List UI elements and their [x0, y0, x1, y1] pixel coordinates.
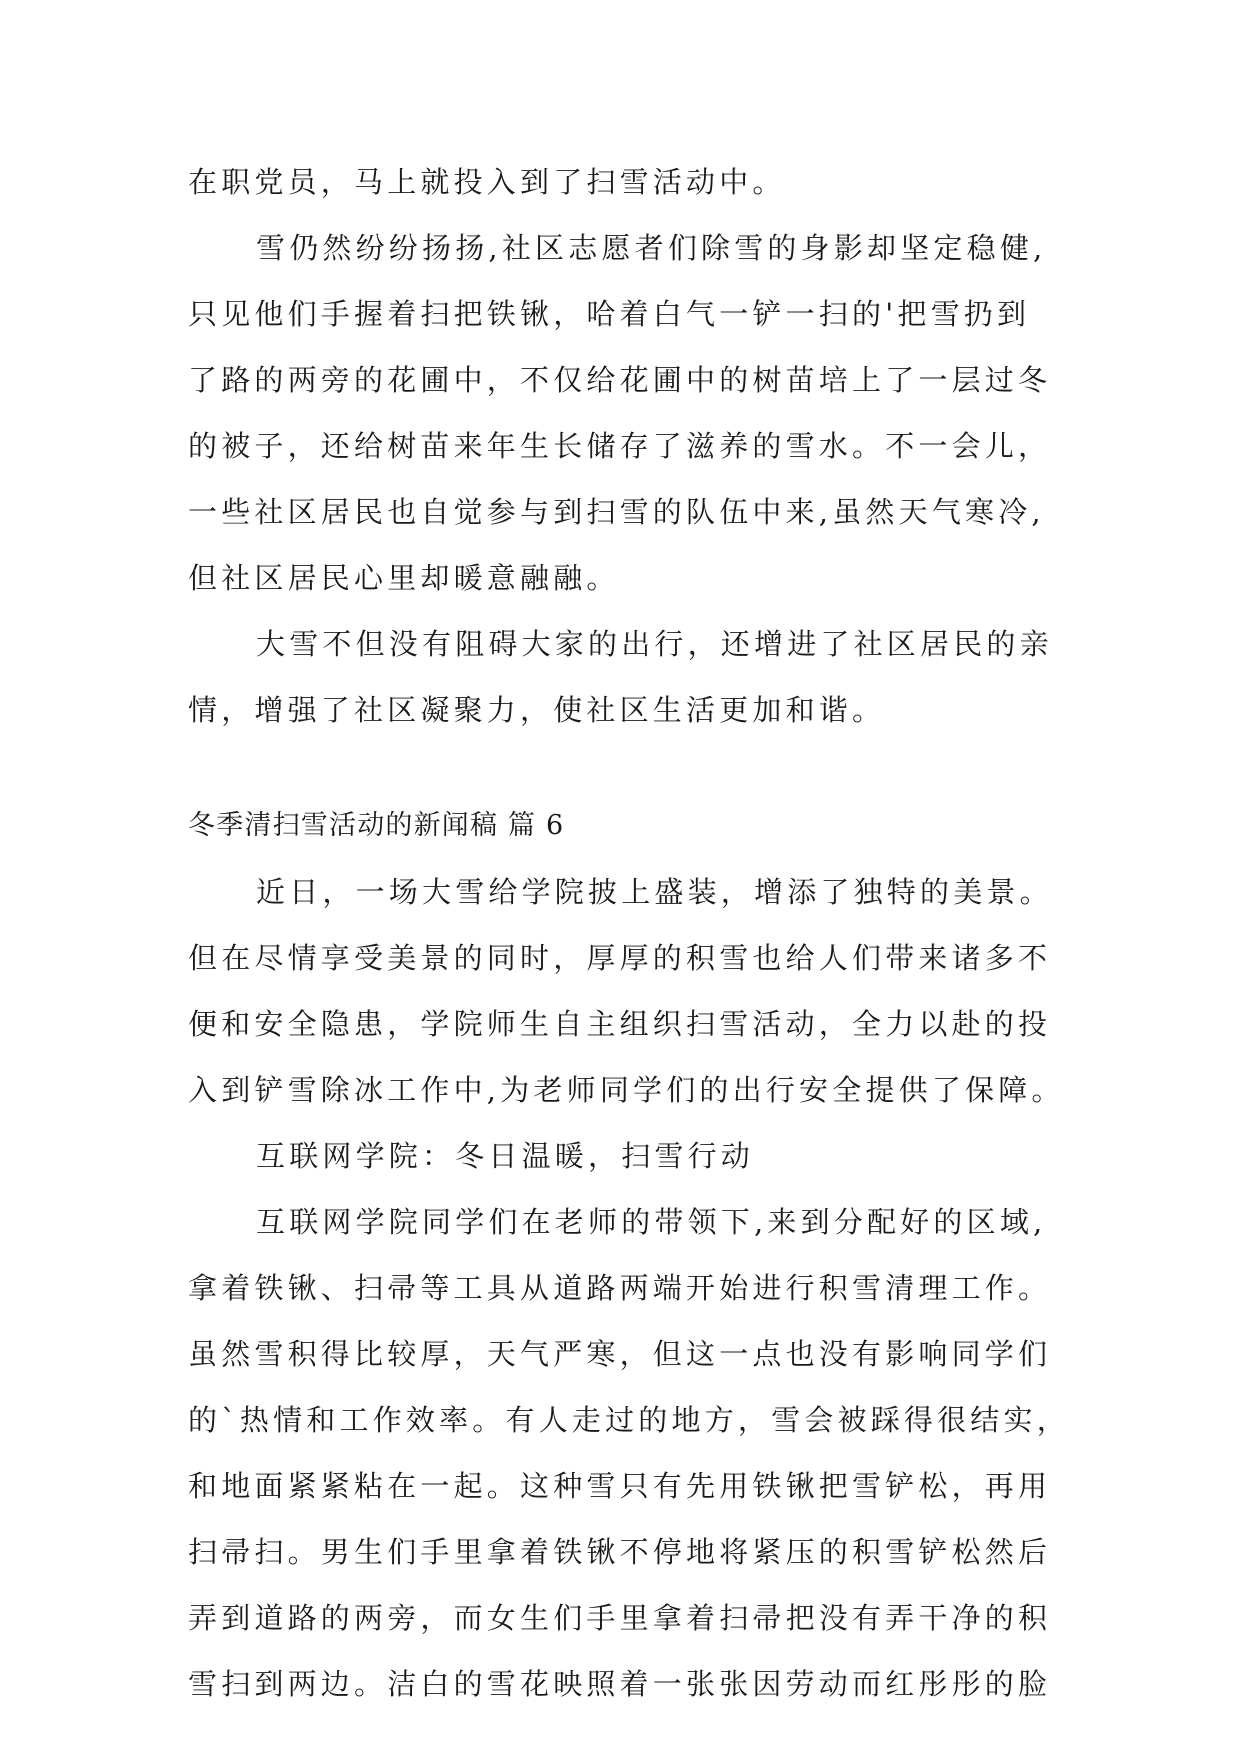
paragraph-line: 弄到道路的两旁，而女生们手里拿着扫帚把没有弄干净的积: [188, 1601, 1052, 1635]
paragraph-line: 了路的两旁的花圃中，不仅给花圃中的树苗培上了一层过冬: [188, 363, 1052, 397]
paragraph-line: 入到铲雪除冰工作中,为老师同学们的出行安全提供了保障。: [188, 1073, 1065, 1107]
paragraph-line: 在职党员，马上就投入到了扫雪活动中。: [188, 165, 786, 199]
subheading-line: 互联网学院：冬日温暖，扫雪行动: [256, 1139, 755, 1173]
paragraph-line: 互联网学院同学们在老师的带领下,来到分配好的区域,: [256, 1205, 1047, 1239]
paragraph-line: 雪仍然纷纷扬扬,社区志愿者们除雪的身影却坚定稳健,: [256, 231, 1047, 265]
paragraph-line: 的`热情和工作效率。有人走过的地方，雪会被踩得很结实，: [188, 1403, 1070, 1437]
paragraph-line: 扫帚扫。男生们手里拿着铁锹不停地将紧压的积雪铲松然后: [188, 1535, 1052, 1569]
paragraph-line: 拿着铁锹、扫帚等工具从道路两端开始进行积雪清理工作。: [188, 1271, 1052, 1305]
paragraph-line: 近日，一场大雪给学院披上盛装，增添了独特的美景。: [256, 875, 1053, 909]
paragraph-line: 只见他们手握着扫把铁锹，哈着白气一铲一扫的'把雪扔到: [188, 297, 1031, 331]
paragraph-line: 但社区居民心里却暖意融融。: [188, 561, 620, 595]
paragraph-line: 情，增强了社区凝聚力，使社区生活更加和谐。: [188, 693, 886, 727]
paragraph-line: 和地面紧紧粘在一起。这种雪只有先用铁锹把雪铲松，再用: [188, 1469, 1052, 1503]
paragraph-line: 的被子，还给树苗来年生长储存了滋养的雪水。不一会儿，: [188, 429, 1052, 463]
paragraph-line: 雪扫到两边。洁白的雪花映照着一张张因劳动而红彤彤的脸: [188, 1667, 1052, 1701]
paragraph-line: 一些社区居民也自觉参与到扫雪的队伍中来,虽然天气寒冷,: [188, 495, 1045, 529]
paragraph-line: 大雪不但没有阻碍大家的出行，还增进了社区居民的亲: [256, 627, 1053, 661]
paragraph-line: 便和安全隐患，学院师生自主组织扫雪活动，全力以赴的投: [188, 1007, 1052, 1041]
paragraph-line: 虽然雪积得比较厚，天气严寒，但这一点也没有影响同学们: [188, 1337, 1052, 1371]
section-heading: 冬季清扫雪活动的新闻稿 篇 6: [188, 810, 565, 841]
paragraph-line: 但在尽情享受美景的同时，厚厚的积雪也给人们带来诸多不: [188, 941, 1052, 975]
